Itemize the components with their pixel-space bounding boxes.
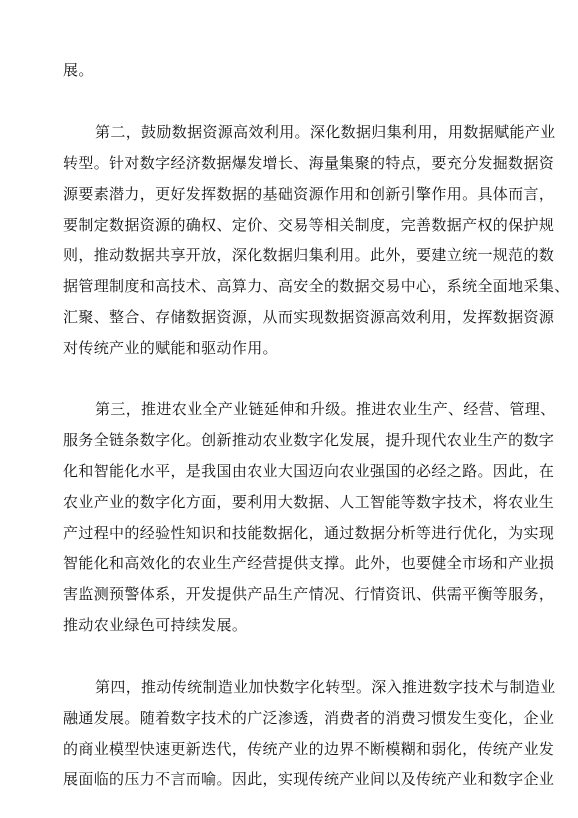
text-line: 智能化和高效化的农业生产经营提供支撑。此外，也要健全市场和产业损 xyxy=(63,554,555,572)
paragraph-first-line: 第四，推动传统制造业加快数字化转型。深入推进数字技术与制造业 xyxy=(95,678,556,696)
paragraph-first-line: 第二，鼓励数据资源高效利用。深化数据归集利用，用数据赋能产业 xyxy=(95,123,556,141)
text-line: 对传统产业的赋能和驱动作用。 xyxy=(63,339,278,357)
text-line: 化和智能化水平，是我国由农业大国迈向农业强国的必经之路。因此，在 xyxy=(63,462,555,480)
text-line: 推动农业绿色可持续发展。 xyxy=(63,616,248,634)
text-line: 源要素潜力，更好发挥数据的基础资源作用和创新引擎作用。具体而言， xyxy=(63,185,555,203)
text-line: 展面临的压力不言而喻。因此，实现传统产业间以及传统产业和数字企业 xyxy=(63,770,555,788)
text-line: 展。 xyxy=(63,61,94,79)
text-line: 害监测预警体系，开发提供产品生产情况、行情资讯、供需平衡等服务， xyxy=(63,585,555,603)
text-line: 融通发展。随着数字技术的广泛渗透，消费者的消费习惯发生变化，企业 xyxy=(63,709,555,727)
paragraph-first-line: 第三，推进农业全产业链延伸和升级。推进农业生产、经营、管理、 xyxy=(95,400,556,418)
text-line: 汇聚、整合、存储数据资源，从而实现数据资源高效利用，发挥数据资源 xyxy=(63,308,555,326)
text-line: 产过程中的经验性知识和技能数据化，通过数据分析等进行优化，为实现 xyxy=(63,524,555,542)
text-line: 据管理制度和高技术、高算力、高安全的数据交易中心，系统全面地采集、 xyxy=(63,277,570,295)
text-line: 的商业模型快速更新迭代，传统产业的边界不断模糊和弱化，传统产业发 xyxy=(63,740,555,758)
text-line: 服务全链条数字化。创新推动农业数字化发展，提升现代农业生产的数字 xyxy=(63,431,555,449)
text-line: 则，推动数据共享开放，深化数据归集利用。此外，要建立统一规范的数 xyxy=(63,246,555,264)
text-line: 转型。针对数字经济数据爆发增长、海量集聚的特点，要充分发掘数据资 xyxy=(63,154,555,172)
text-line: 要制定数据资源的确权、定价、交易等相关制度，完善数据产权的保护规 xyxy=(63,216,555,234)
text-line: 农业产业的数字化方面，要利用大数据、人工智能等数字技术，将农业生 xyxy=(63,493,555,511)
